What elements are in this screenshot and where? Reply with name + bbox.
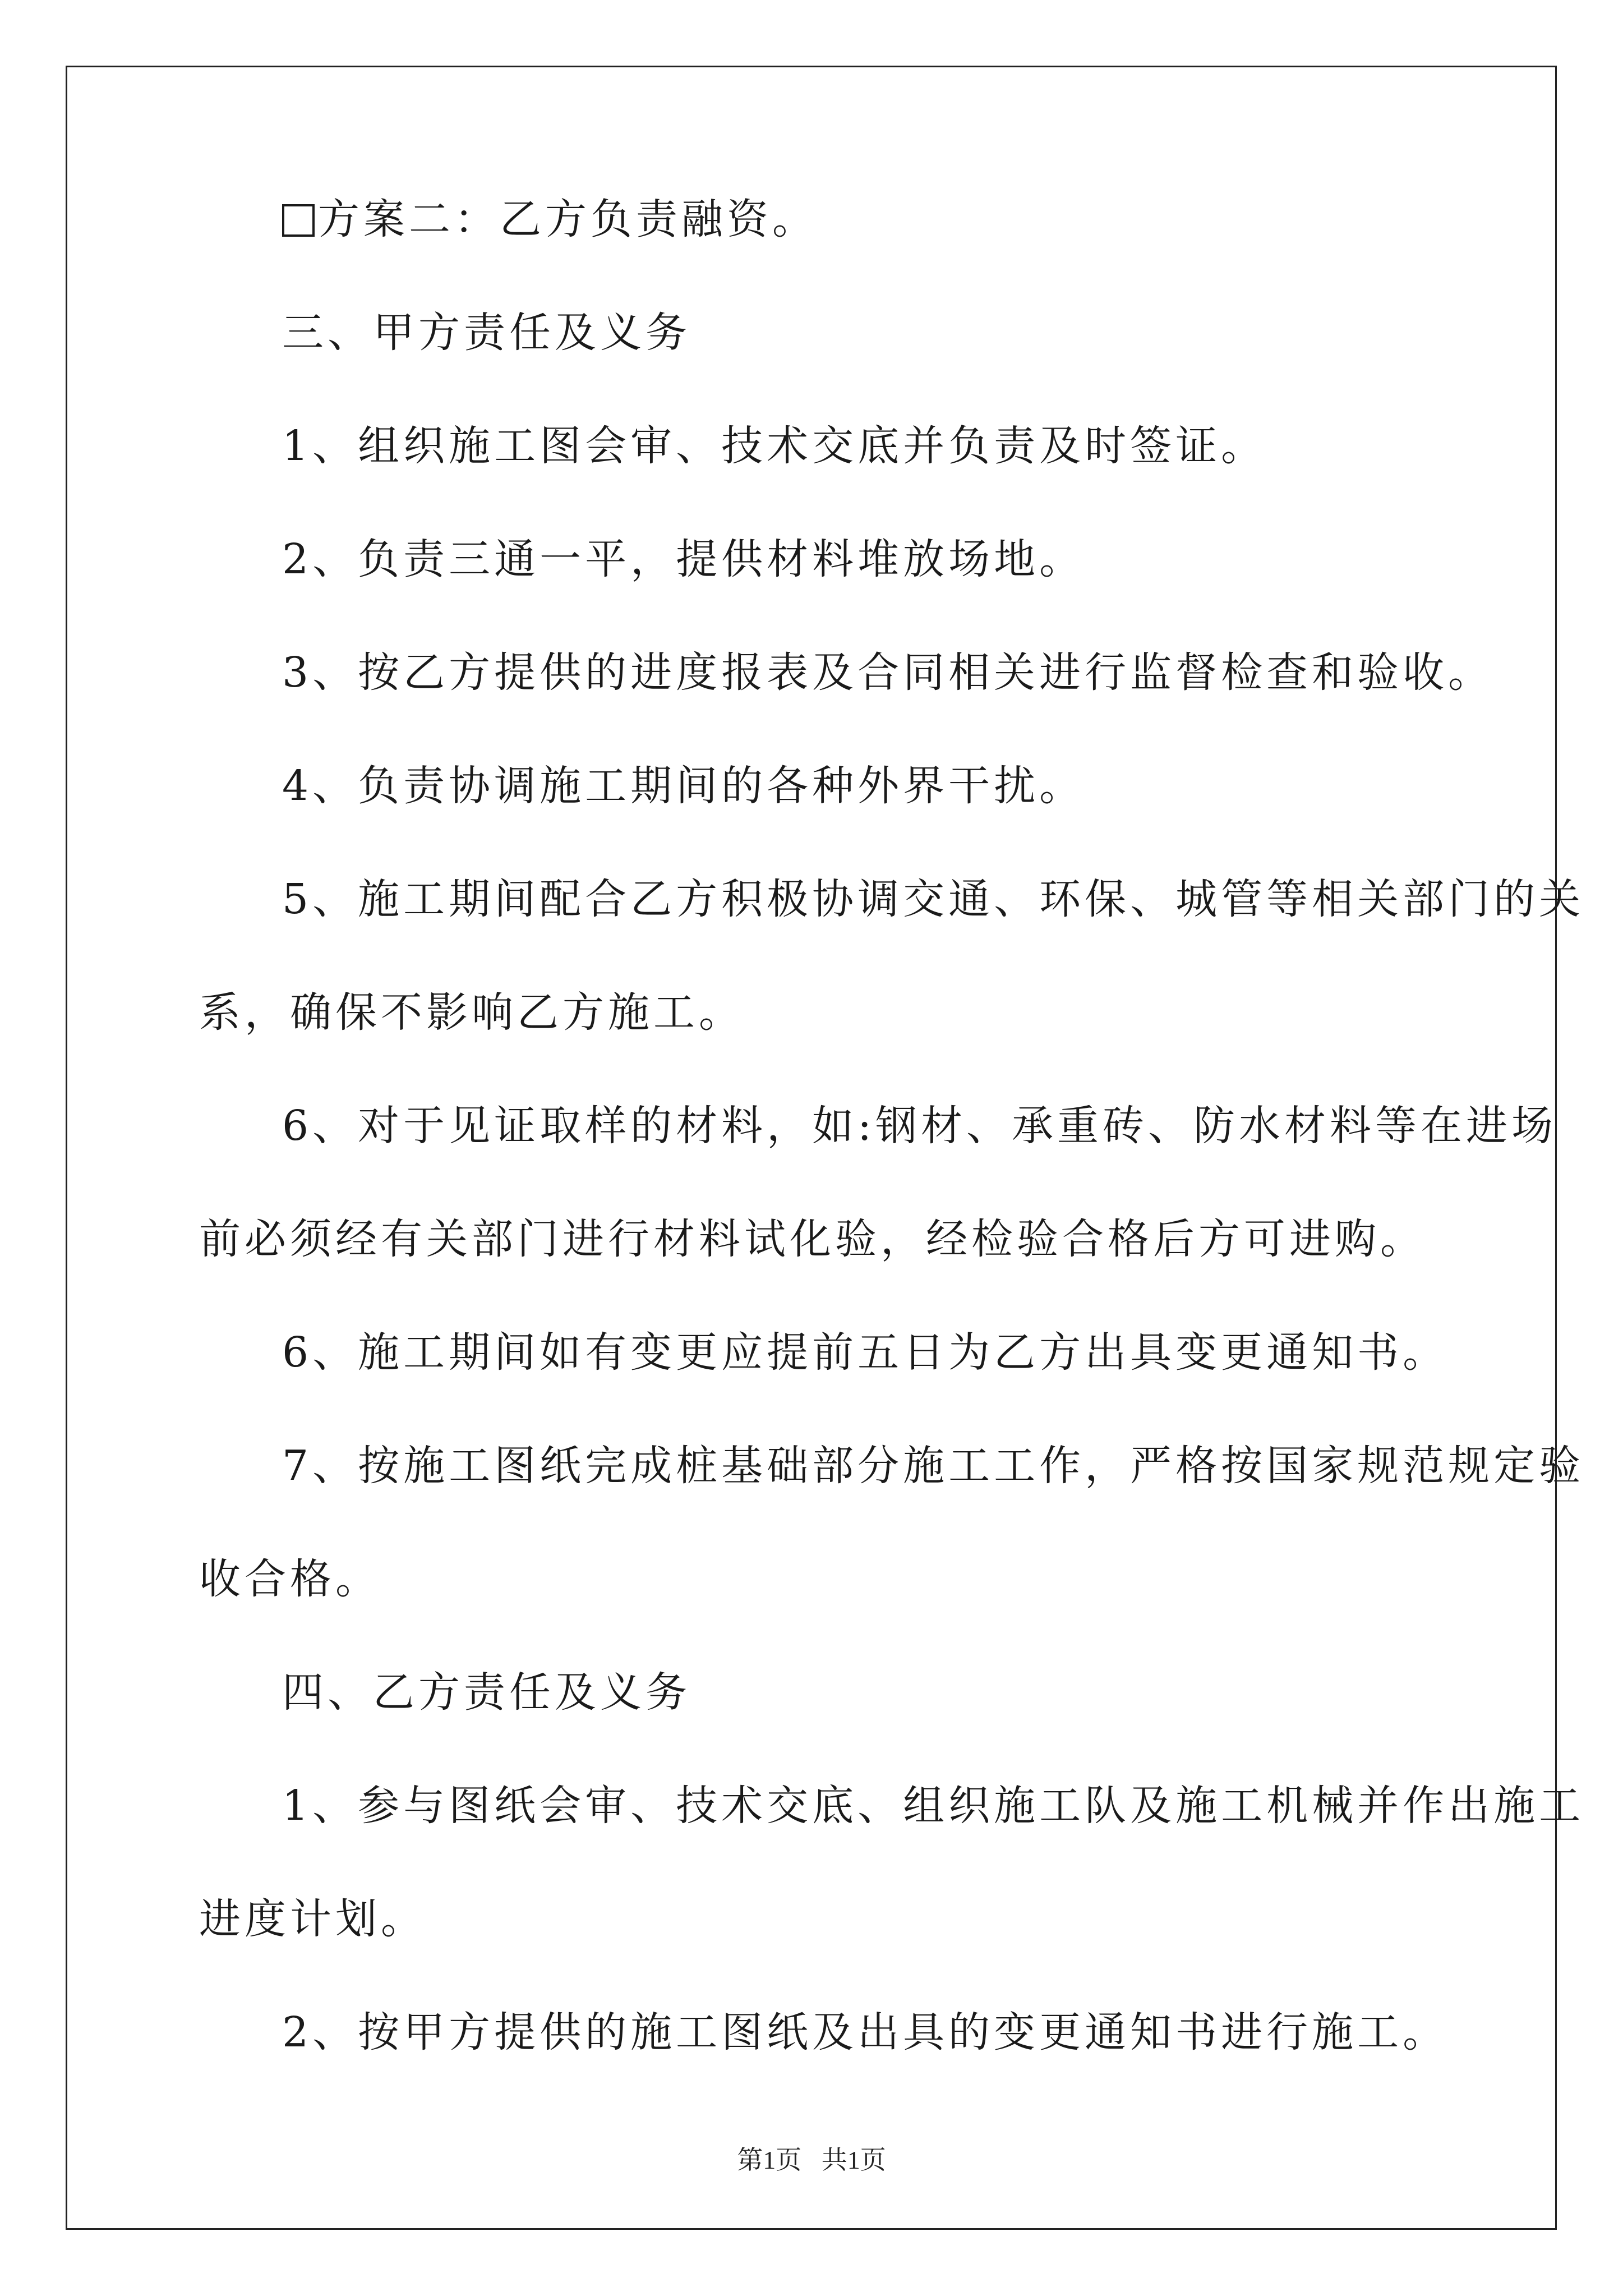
page-total: 共1页: [821, 2146, 886, 2174]
paragraph: 1、参与图纸会审、技术交底、组织施工队及施工机械并作出施工: [282, 1782, 1585, 1830]
paragraph-text: 方案二：乙方负责融资。: [318, 195, 818, 243]
paragraph: 1、组织施工图会审、技术交底并负责及时签证。: [282, 422, 1267, 470]
paragraph: 2、负责三通一平，提供材料堆放场地。: [282, 535, 1085, 583]
checkbox-icon: [282, 204, 315, 237]
paragraph: 6、施工期间如有变更应提前五日为乙方出具变更通知书。: [282, 1328, 1449, 1377]
paragraph: 7、按施工图纸完成桩基础部分施工工作，严格按国家规范规定验: [282, 1442, 1585, 1490]
paragraph-continuation: 进度计划。: [199, 1895, 426, 1943]
paragraph-continuation: 收合格。: [199, 1555, 381, 1603]
section-heading: 四、乙方责任及义务: [282, 1668, 691, 1717]
paragraph: [199, 194, 818, 246]
page-footer: [0, 2139, 1623, 2177]
paragraph: 3、按乙方提供的进度报表及合同相关进行监督检查和验收。: [282, 648, 1494, 697]
section-heading: 三、甲方责任及义务: [282, 309, 691, 357]
paragraph: 5、施工期间配合乙方积极协调交通、环保、城管等相关部门的关: [282, 875, 1585, 923]
page-number: 第1页: [737, 2146, 802, 2174]
paragraph-continuation: 系，确保不影响乙方施工。: [199, 988, 744, 1037]
paragraph: 2、按甲方提供的施工图纸及出具的变更通知书进行施工。: [282, 2008, 1449, 2056]
paragraph: 6、对于见证取样的材料，如:钢材、承重砖、防水材料等在进场: [282, 1102, 1557, 1150]
paragraph-continuation: 前必须经有关部门进行材料试化验，经检验合格后方可进购。: [199, 1215, 1426, 1263]
paragraph: 4、负责协调施工期间的各种外界干扰。: [282, 762, 1085, 810]
